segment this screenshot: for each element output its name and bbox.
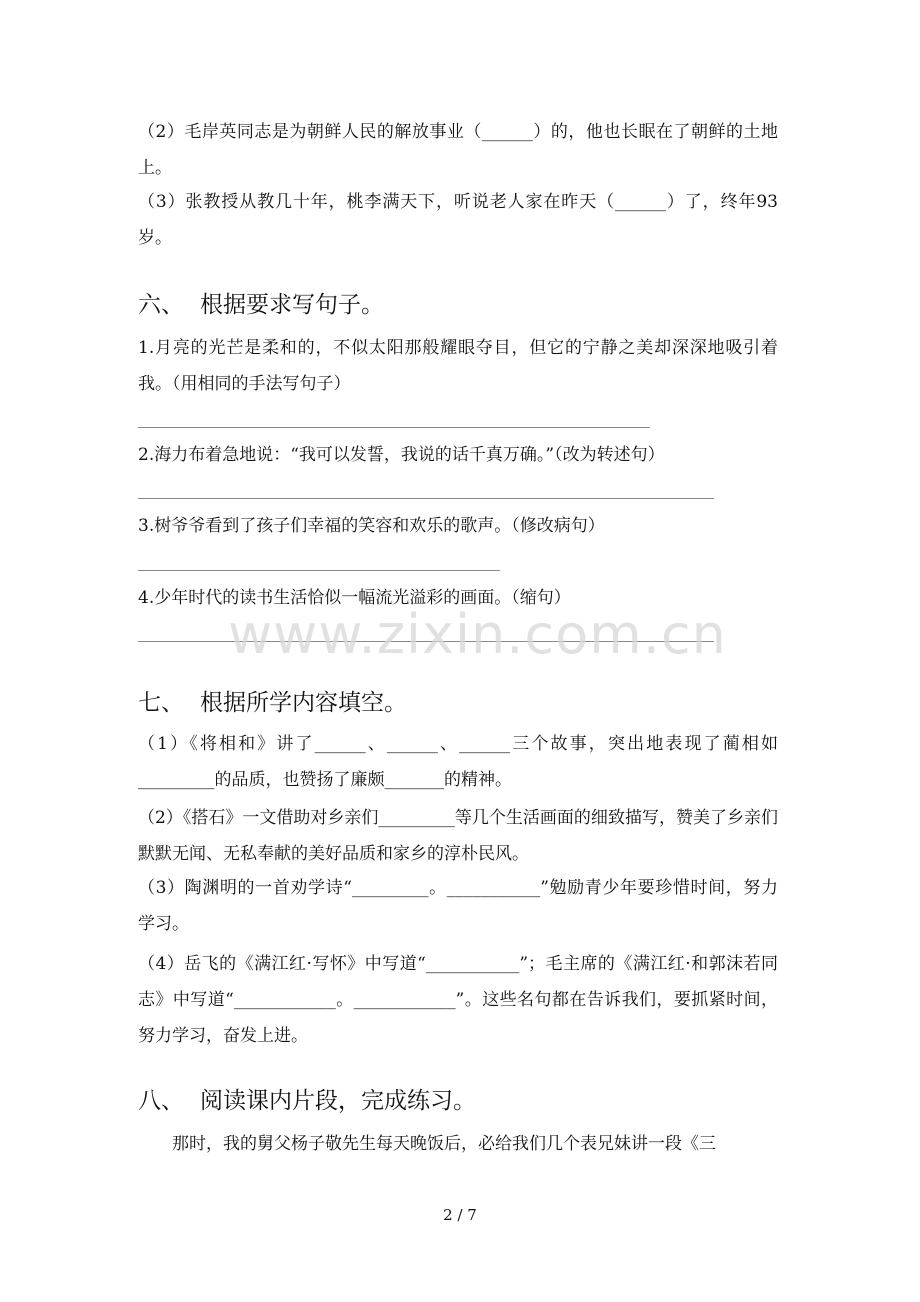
answer-line-3[interactable] — [138, 570, 500, 571]
section-6-item-3: 3.树爷爷看到了孩子们幸福的笑容和欢乐的歌声。（修改病句） — [138, 516, 605, 536]
question-5-2: （2）毛岸英同志是为朝鲜人民的解放事业（______）的，他也长眠在了朝鲜的土地上。 — [138, 122, 778, 178]
section-7-title: 根据所学内容填空。 — [200, 690, 407, 716]
section-7-item-2: （2）《搭石》一文借助对乡亲们_________等几个生活画面的细致描写，赞美了乡亲们默默无闻、无私奉献的美好品质和家乡的淳朴民风。 — [138, 808, 778, 864]
section-6-title: 根据要求写句子。 — [200, 292, 384, 318]
section-7-heading — [138, 687, 407, 719]
section-7-item-3: （3）陶渊明的一首劝学诗“_________。___________”勉励青少年要珍惜时间，努力学习。 — [138, 878, 778, 934]
watermark-text: www.zixin.com.cn — [228, 603, 727, 666]
section-8-title: 阅读课内片段，完成练习。 — [200, 1088, 476, 1114]
section-6-item-4: 4.少年时代的读书生活恰似一幅流光溢彩的画面。（缩句） — [138, 588, 571, 608]
section-7-number: 七、 — [138, 690, 184, 716]
section-7-item-4: （4）岳飞的《满江红·写怀》中写道“___________”；毛主席的《满江红·和郭沫若同志》中写道“____________。____________”。这些名句都在告诉我们，要抓紧时间，努力学习，奋发上进。 — [138, 954, 778, 1046]
section-8-number: 八、 — [138, 1088, 184, 1114]
page-number: 2 / 7 — [443, 1206, 477, 1224]
section-6-heading — [138, 289, 384, 321]
answer-line-2[interactable] — [138, 498, 714, 499]
question-5-3: （3）张教授从教几十年，桃李满天下，听说老人家在昨天（______）了，终年93岁。 — [138, 192, 778, 248]
section-6-number: 六、 — [138, 292, 184, 318]
answer-line-1[interactable] — [138, 427, 650, 428]
reading-passage: 那时，我的舅父杨子敬先生每天晚饭后，必给我们几个表兄妹讲一段《三 — [172, 1134, 716, 1154]
section-7-item-1: （1）《将相和》讲了______、______、______三个故事，突出地表现了蔺相如_________的品质，也赞扬了廉颇_______的精神。 — [138, 734, 778, 790]
section-6-item-1: 1.月亮的光芒是柔和的，不似太阳那般耀眼夺目，但它的宁静之美却深深地吸引着我。（用相同的手法写句子） — [138, 338, 778, 394]
section-6-item-2: 2.海力布着急地说：“我可以发誓，我说的话千真万确。”（改为转述句） — [138, 445, 665, 465]
section-8-heading — [138, 1085, 476, 1117]
